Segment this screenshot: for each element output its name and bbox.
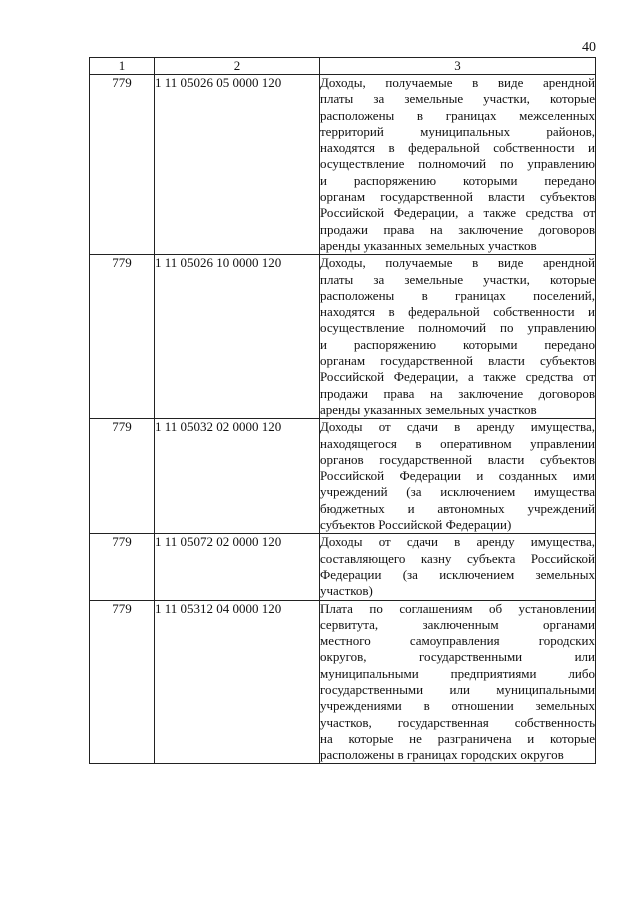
admin-code-cell: 779 — [90, 255, 155, 419]
description-line: местного самоуправления городских — [320, 633, 595, 649]
description-line: органам государственной власти субъектов — [320, 353, 595, 369]
table-row — [90, 534, 596, 600]
description-line: органов государственной власти субъектов — [320, 451, 595, 467]
description-line: участков, государственная собственность — [320, 714, 595, 730]
table-row — [90, 600, 596, 764]
description-line: аренды указанных земельных участков — [320, 237, 537, 253]
description-line: бюджетных и автономных учреждений — [320, 500, 595, 516]
description-line: субъектов Российской Федерации) — [320, 517, 512, 533]
description-line: продажи права на заключение договоров — [320, 385, 595, 401]
page-number: 40 — [582, 40, 596, 55]
description-line: аренды указанных земельных участков — [320, 401, 537, 417]
revenue-description-cell — [320, 255, 596, 419]
description-line: муниципальными предприятиями либо — [320, 665, 595, 681]
table-header-row — [90, 58, 596, 75]
revenue-description-cell — [320, 419, 596, 534]
revenue-description-cell — [320, 75, 596, 255]
description-line: и распоряжению которыми передано — [320, 336, 595, 352]
table-row — [90, 419, 596, 534]
description-line: платы за земельные участки, которые — [320, 91, 595, 107]
description-line: территорий муниципальных районов, — [320, 123, 595, 139]
column-header-1: 1 — [90, 58, 155, 75]
description-line: и распоряжению которыми передано — [320, 172, 595, 188]
description-line: учреждений (за исключением имущества — [320, 484, 595, 500]
admin-code-cell: 779 — [90, 534, 155, 600]
description-line: расположены в границах поселений, — [320, 287, 595, 303]
description-line: органам государственной власти субъектов — [320, 189, 595, 205]
description-line: Доходы, получаемые в виде арендной — [320, 75, 595, 90]
description-line: государственными или муниципальными — [320, 681, 595, 697]
description-line: Плата по соглашениям об установлении — [320, 600, 595, 616]
description-line: Доходы от сдачи в аренду имущества, — [320, 534, 595, 550]
admin-code-cell: 779 — [90, 600, 155, 764]
description-line: продажи права на заключение договоров — [320, 221, 595, 237]
description-line: осуществление полномочий по управлению — [320, 156, 595, 172]
revenue-code-cell: 1 11 05312 04 0000 120 — [155, 600, 320, 764]
revenue-code-cell: 1 11 05026 10 0000 120 — [155, 255, 320, 419]
column-header-2: 2 — [155, 58, 320, 75]
revenue-code-cell: 1 11 05032 02 0000 120 — [155, 419, 320, 534]
table-row — [90, 75, 596, 255]
revenue-code-cell: 1 11 05072 02 0000 120 — [155, 534, 320, 600]
admin-code-cell: 779 — [90, 419, 155, 534]
description-line: составляющего казну субъекта Российской — [320, 550, 595, 566]
admin-code-cell: 779 — [90, 75, 155, 255]
revenue-codes-table — [89, 57, 596, 764]
table-body — [90, 75, 596, 764]
description-line: находящегося в оперативном управлении — [320, 435, 595, 451]
revenue-description-cell — [320, 534, 596, 600]
description-line: находятся в федеральной собственности и — [320, 304, 595, 320]
description-line: Доходы, получаемые в виде арендной — [320, 255, 595, 271]
description-line: на которые не разграничена и которые — [320, 730, 595, 746]
description-line: участков) — [320, 583, 373, 599]
description-line: осуществление полномочий по управлению — [320, 320, 595, 336]
column-header-3: 3 — [320, 58, 596, 75]
revenue-description-cell — [320, 600, 596, 764]
description-line: Российской Федерации, а также средства от — [320, 205, 595, 221]
description-line: сервитута, заключенным органами — [320, 616, 595, 632]
revenue-code-cell: 1 11 05026 05 0000 120 — [155, 75, 320, 255]
description-line: округов, государственными или — [320, 649, 595, 665]
description-line: расположены в границах межселенных — [320, 107, 595, 123]
description-line: расположены в границах городских округов — [320, 747, 564, 763]
description-line: Федерации (за исключением земельных — [320, 566, 595, 582]
description-line: Российской Федерации, а также средства от — [320, 369, 595, 385]
table-row — [90, 255, 596, 419]
description-line: Доходы от сдачи в аренду имущества, — [320, 419, 595, 435]
description-line: Российской Федерации и созданных ими — [320, 468, 595, 484]
description-line: находятся в федеральной собственности и — [320, 140, 595, 156]
description-line: учреждениями в отношении земельных — [320, 698, 595, 714]
description-line: платы за земельные участки, которые — [320, 271, 595, 287]
